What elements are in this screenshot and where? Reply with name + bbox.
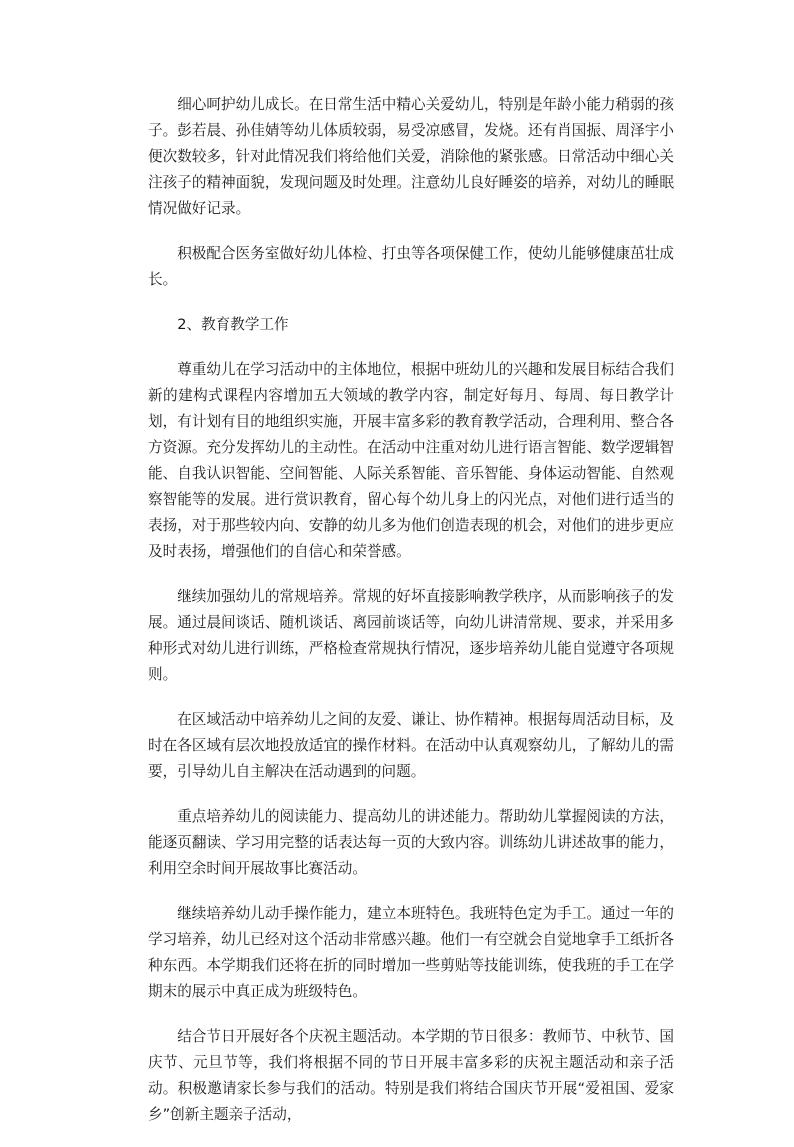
section-heading: 2、教育教学工作 (177, 316, 289, 333)
paragraph-teaching: 尊重幼儿在学习活动中的主体地位，根据中班幼儿的兴趣和发展目标结合我们新的建构式课程内容增加五大领域的教学内容，制定好每月、每周、每日教学计划，有计划有目的地组织实施，开展丰富多彩的教育教学活动，合理利用、整合各方资源。充分发挥幼儿的主动性。在活动中注重对幼儿进行语言智能、数学逻辑智能、自我认识智能、空间智能、人际关系智能、音乐智能、身体运动智能、自然观察智能等的发展。进行赏识教育，留心每个幼儿身上的闪光点，对他们进行适当的表扬，对于那些较内向、安静的幼儿多为他们创造表现的机会，对他们的进步更应及时表扬，增强他们的自信心和荣誉感。 (148, 361, 674, 560)
paragraph-reading: 重点培养幼儿的阅读能力、提高幼儿的讲述能力。帮助幼儿掌握阅读的方法，能逐页翻读、学习用完整的话表达每一页的大致内容。训练幼儿讲述故事的能力，利用空余时间开展故事比赛活动。 (148, 808, 674, 877)
document-page (148, 92, 674, 1147)
paragraph-handcraft: 继续培养幼儿动手操作能力，建立本班特色。我班特色定为手工。通过一年的学习培养，幼儿已经对这个活动非常感兴趣。他们一有空就会自觉地拿手工纸折各种东西。本学期我们还将在折的同时增加一些剪贴等技能训练，使我班的手工在学期末的展示中真正成为班级特色。 (148, 905, 674, 1000)
paragraph-care: 细心呵护幼儿成长。在日常生活中精心关爱幼儿，特别是年龄小能力稍弱的孩子。彭若晨、孙佳婧等幼儿体质较弱，易受凉感冒，发烧。还有肖国振、周泽宇小便次数较多，针对此情况我们将给他们关爱，消除他的紧张感。日常活动中细心关注孩子的精神面貌，发现问题及时处理。注意幼儿良好睡姿的培养，对幼儿的睡眠情况做好记录。 (148, 96, 674, 217)
paragraph-health: 积极配合医务室做好幼儿体检、打虫等各项保健工作，使幼儿能够健康茁壮成长。 (148, 245, 674, 288)
paragraph-routine: 继续加强幼儿的常规培养。常规的好坏直接影响教学秩序，从而影响孩子的发展。通过晨间谈话、随机谈话、离园前谈话等，向幼儿讲清常规、要求，并采用多种形式对幼儿进行训练，严格检查常规执行情况，逐步培养幼儿能自觉遵守各项规则。 (148, 588, 674, 683)
paragraph-festivals: 结合节日开展好各个庆祝主题活动。本学期的节日很多：教师节、中秋节、国庆节、元旦节等，我们将根据不同的节日开展丰富多彩的庆祝主题活动和亲子活动。积极邀请家长参与我们的活动。特别是我们将结合国庆节开展“爱祖国、爱家乡”创新主题亲子活动， (148, 1028, 674, 1123)
paragraph-area-activity: 在区域活动中培养幼儿之间的友爱、谦让、协作精神。根据每周活动目标，及时在各区域有层次地投放适宜的操作材料。在活动中认真观察幼儿，了解幼儿的需要，引导幼儿自主解决在活动遇到的问题。 (148, 711, 674, 780)
